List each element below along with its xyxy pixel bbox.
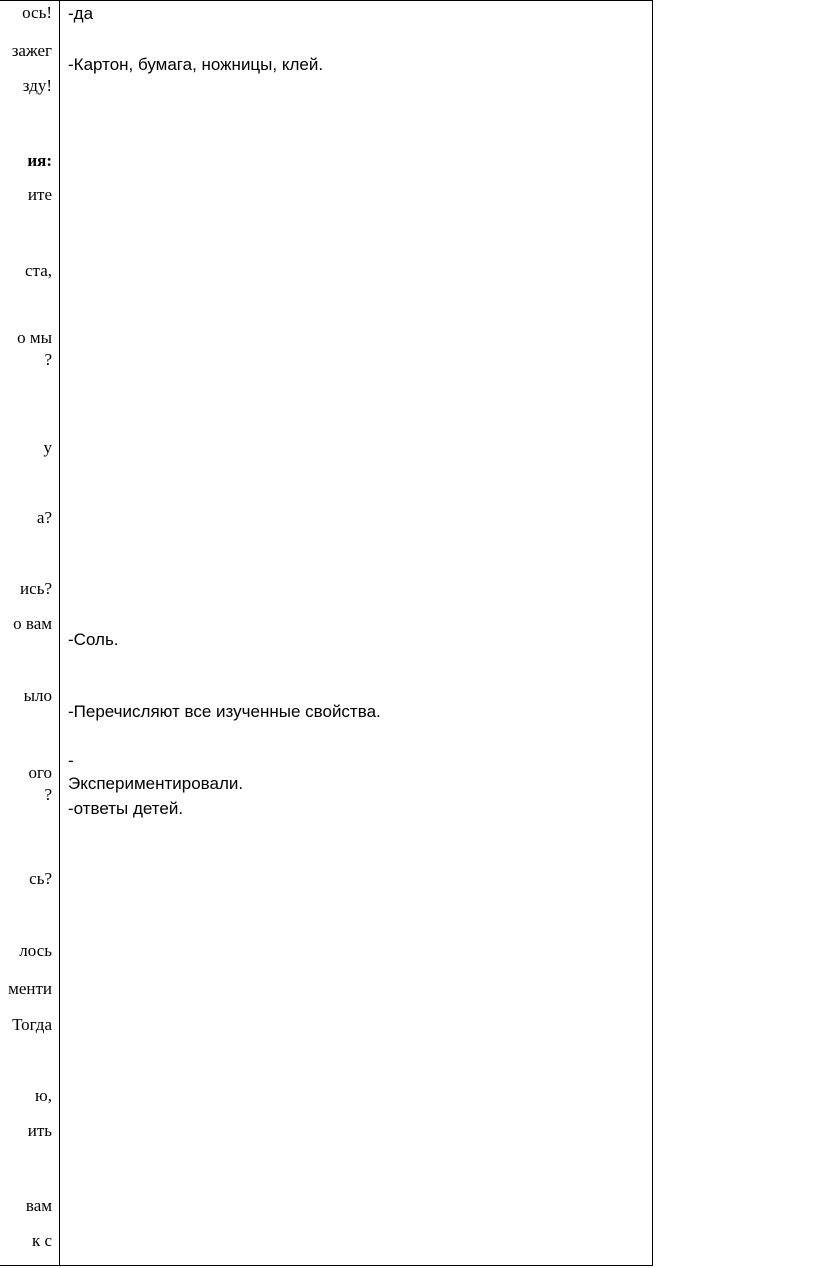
left-column-text: у (43, 438, 52, 457)
left-column-text: ите (27, 185, 52, 204)
left-column-text: ось! (22, 3, 52, 22)
left-column-text: ю, (35, 1086, 52, 1105)
answer-text: -Соль. (68, 630, 119, 649)
left-column-text: ? (44, 350, 52, 369)
table-border-right (652, 0, 653, 1266)
answer-text: Экспериментировали. (68, 774, 244, 793)
left-column-text: ста, (25, 261, 52, 280)
left-column-text: к с (31, 1231, 52, 1250)
left-column-text: а? (36, 508, 52, 527)
left-column-text: ыло (23, 686, 52, 705)
left-column-text: вам (25, 1196, 52, 1215)
right-column-cell (60, 0, 652, 1266)
answer-text: -ответы детей. (68, 799, 184, 818)
left-column-text: менти (8, 979, 52, 998)
left-column-text: ого (28, 763, 52, 782)
left-column-text: сь? (29, 869, 52, 888)
left-column-text: зажег (11, 41, 52, 60)
answer-text: - (68, 751, 74, 770)
left-column-text: о вам (13, 614, 52, 633)
left-column-cell (0, 0, 59, 1266)
answer-text: -да (68, 4, 94, 23)
left-column-text: Тогда (12, 1015, 52, 1034)
left-column-text: лось (19, 941, 52, 960)
answer-text: -Картон, бумага, ножницы, клей. (68, 55, 324, 74)
left-column-text: ия: (27, 151, 52, 170)
left-column-text: ? (44, 785, 52, 804)
answer-text: -Перечисляют все изученные свойства. (68, 702, 381, 721)
left-column-text: зду! (22, 76, 52, 95)
left-column-text: ись? (20, 579, 52, 598)
left-column-text: ить (27, 1121, 52, 1140)
left-column-text: о мы (17, 328, 52, 347)
